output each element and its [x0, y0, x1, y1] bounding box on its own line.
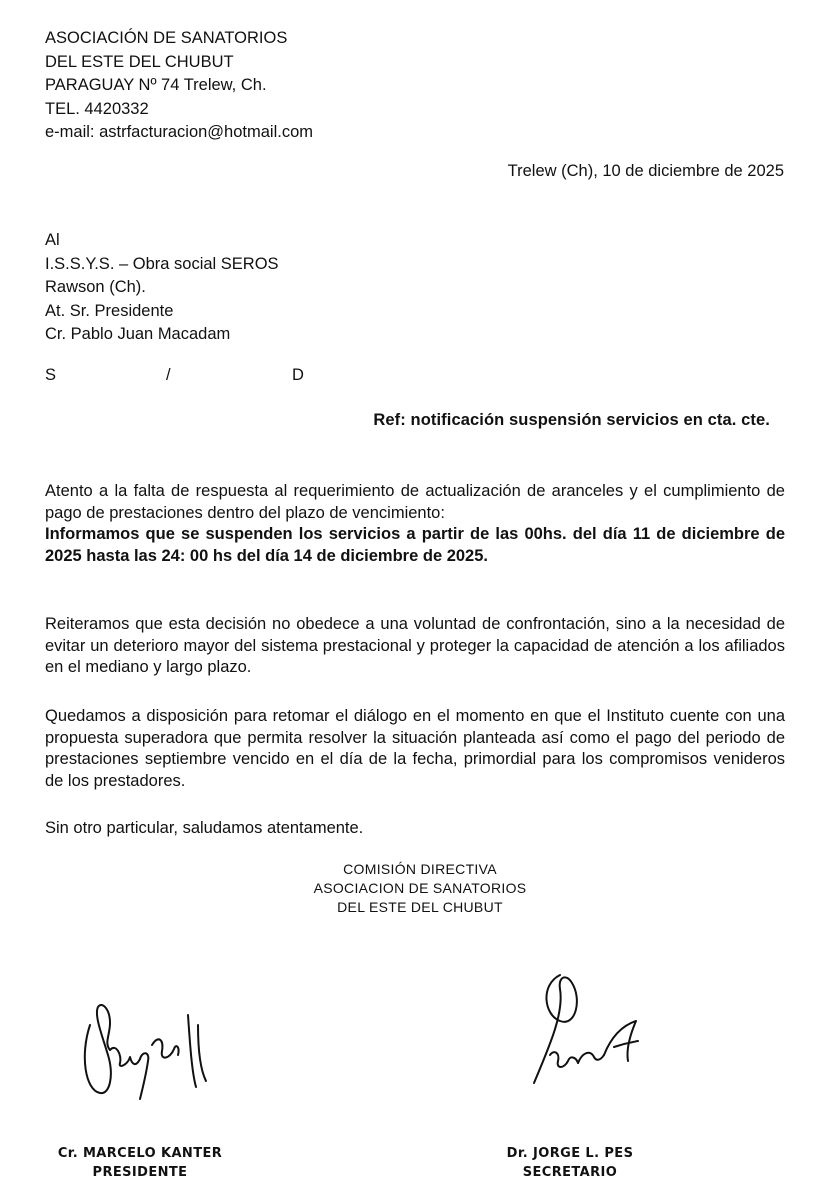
signatory-name: Dr. JORGE L. PES: [506, 1146, 634, 1161]
closing-line: Sin otro particular, saludamos atentamente.: [45, 819, 364, 837]
board-org: ASOCIACION DE SANATORIOS: [313, 880, 527, 896]
org-address: PARAGUAY Nº 74 Trelew, Ch.: [45, 76, 267, 94]
signatory-president: [40, 1144, 240, 1182]
letterhead: [45, 27, 313, 145]
salutation-d: D: [292, 366, 304, 384]
signatory-title: SECRETARIO: [522, 1165, 618, 1180]
recipient-line: Al: [45, 231, 60, 249]
board-region: DEL ESTE DEL CHUBUT: [337, 899, 503, 915]
recipient-line: I.S.S.Y.S. – Obra social SEROS: [45, 254, 279, 273]
suspension-notice: Informamos que se suspenden los servicios a partir de las 00hs. del día 11 de diciembre de 2025 hasta las 24: 00 hs del día 14 de diciembre de 2025.: [45, 525, 785, 565]
signature-secretary: [520, 965, 660, 1105]
paragraph-text: Atento a la falta de respuesta al requerimiento de actualización de aranceles y el cumplimiento de pago de prestaciones dentro del plazo de vencimiento:: [45, 482, 785, 522]
org-region: DEL ESTE DEL CHUBUT: [45, 52, 234, 71]
body-paragraph-3: Quedamos a disposición para retomar el diálogo en el momento en que el Instituto cuente con una propuesta superadora que permita resolver la situación planteada así como el pago del periodo de prestaciones septiembre vencido en el día de la fecha, primordial para los compromisos venideros de los prestadores.: [45, 707, 785, 790]
recipient-line: At. Sr. Presidente: [45, 301, 174, 320]
signatory-secretary: [470, 1144, 670, 1182]
board-title: COMISIÓN DIRECTIVA: [343, 861, 497, 877]
signatory-name: Cr. MARCELO KANTER: [57, 1146, 223, 1161]
signature-block: [250, 860, 590, 917]
recipient-block: [45, 229, 279, 347]
org-email: e-mail: astrfacturacion@hotmail.com: [45, 123, 314, 141]
signatory-title: PRESIDENTE: [92, 1165, 188, 1180]
reference-line: Ref: notificación suspensión servicios en cta. cte.: [373, 411, 770, 429]
recipient-line: Cr. Pablo Juan Macadam: [45, 325, 231, 343]
letter-date: Trelew (Ch), 10 de diciembre de 2025: [507, 162, 784, 180]
body-paragraph-1: [45, 481, 785, 567]
body-paragraph-2: Reiteramos que esta decisión no obedece a una voluntad de confrontación, sino a la necesidad de evitar un deterioro mayor del sistema prestacional y proteger la capacidad de atención a los afiliados en el mediano y largo plazo.: [45, 615, 785, 676]
salutation-s: S: [45, 366, 57, 384]
signature-president: [80, 995, 220, 1105]
org-name: ASOCIACIÓN DE SANATORIOS: [45, 29, 288, 47]
salutation-slash: /: [166, 366, 171, 384]
org-phone: TEL. 4420332: [45, 99, 149, 118]
recipient-line: Rawson (Ch).: [45, 278, 146, 296]
